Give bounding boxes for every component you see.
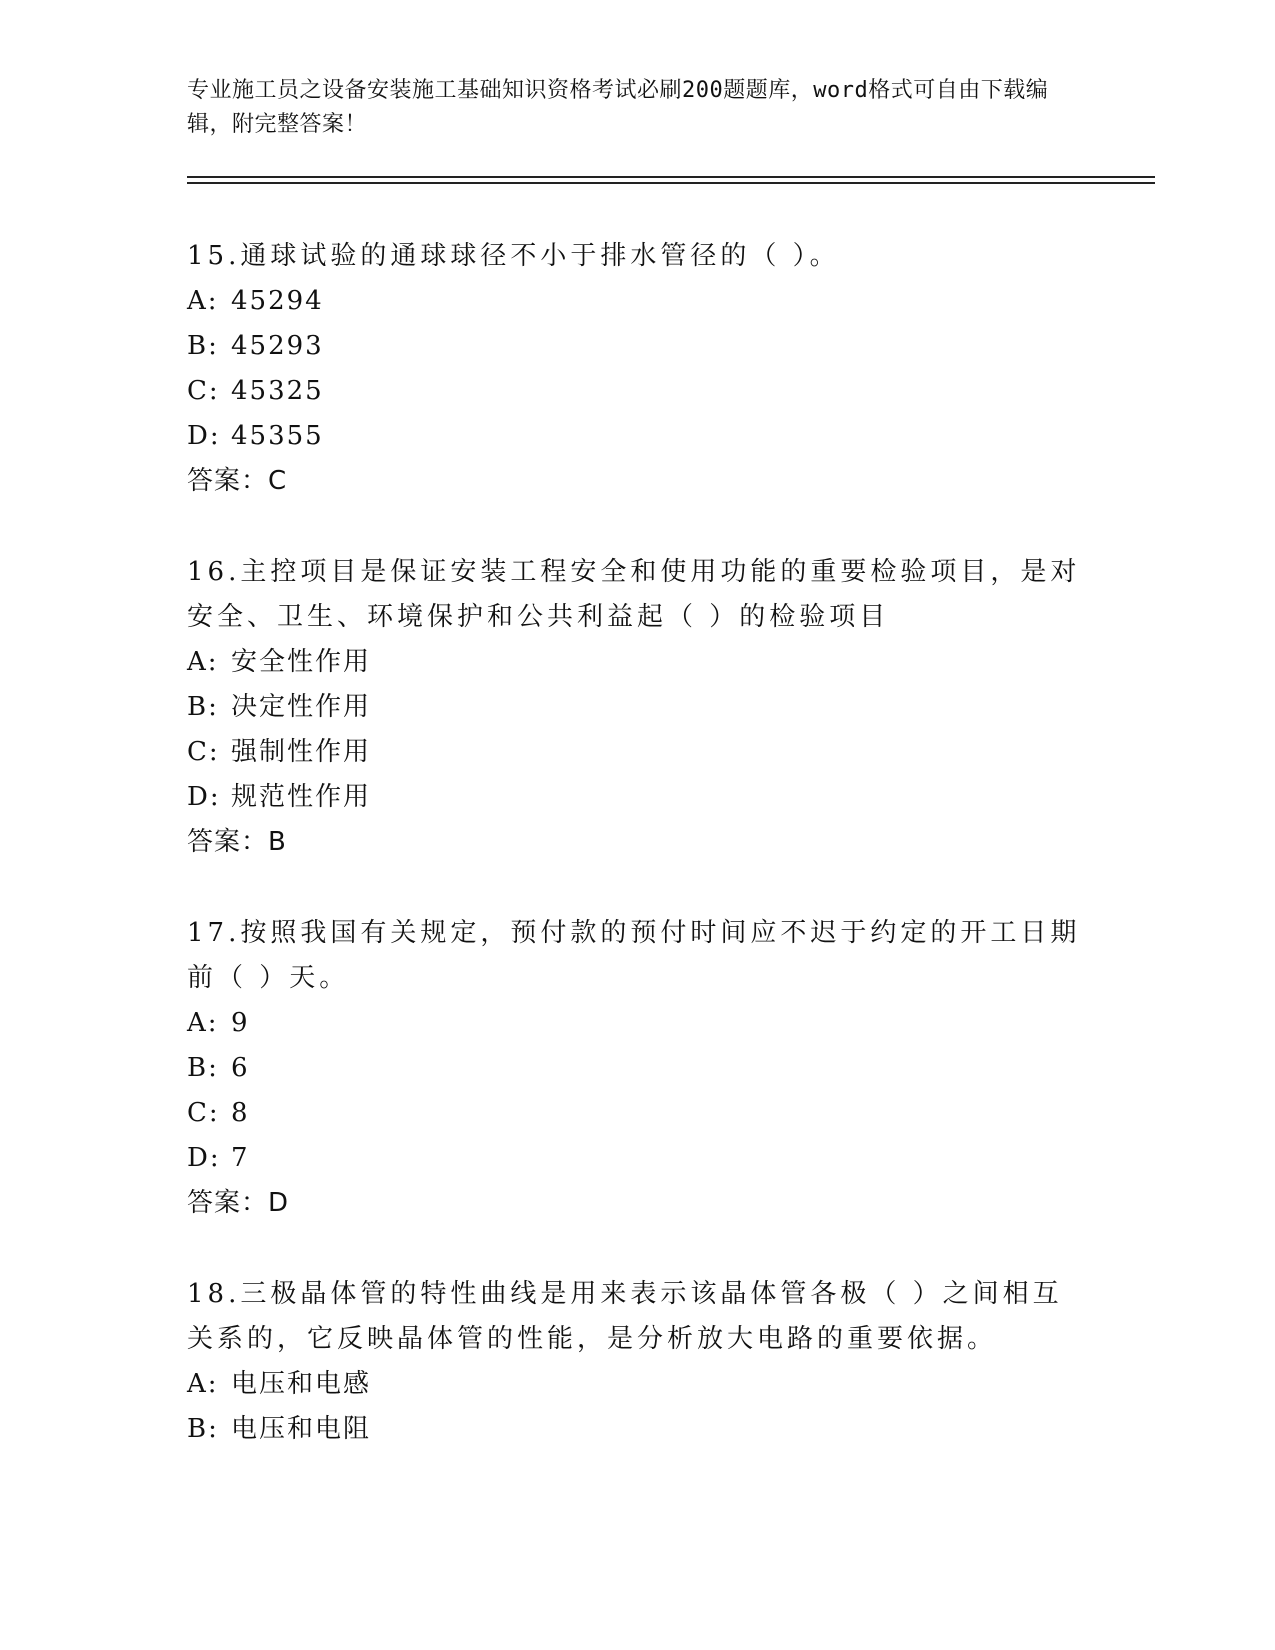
option-text: 决定性作用 bbox=[231, 692, 372, 722]
option-a bbox=[187, 279, 1087, 324]
header-divider-top bbox=[187, 176, 1155, 178]
option-text: 8 bbox=[231, 1098, 250, 1128]
question-18 bbox=[187, 1272, 1087, 1452]
question-stem: 16.主控项目是保证安装工程安全和使用功能的重要检验项目，是对安全、卫生、环境保护和公共利益起（ ）的检验项目 bbox=[187, 557, 1081, 632]
option-text: 45325 bbox=[231, 376, 324, 406]
option-key: B: bbox=[187, 692, 219, 722]
option-key: A: bbox=[187, 1369, 219, 1399]
option-b bbox=[187, 324, 1087, 369]
option-d bbox=[187, 1136, 1087, 1181]
option-key: B: bbox=[187, 1414, 219, 1444]
answer-line: 答案：B bbox=[187, 827, 287, 857]
option-text: 强制性作用 bbox=[231, 737, 372, 767]
option-text: 7 bbox=[231, 1143, 250, 1173]
option-key: C: bbox=[187, 376, 220, 406]
option-key: C: bbox=[187, 737, 220, 767]
option-key: A: bbox=[187, 1008, 219, 1038]
option-text: 6 bbox=[231, 1053, 250, 1083]
option-d bbox=[187, 414, 1087, 459]
option-text: 电压和电阻 bbox=[231, 1414, 372, 1444]
option-b bbox=[187, 1046, 1087, 1091]
option-text: 电压和电感 bbox=[231, 1369, 372, 1399]
option-b bbox=[187, 1407, 1087, 1452]
option-key: A: bbox=[187, 647, 219, 677]
option-text: 45294 bbox=[231, 286, 324, 316]
option-key: B: bbox=[187, 1053, 219, 1083]
question-stem: 17.按照我国有关规定，预付款的预付时间应不迟于约定的开工日期前（ ）天。 bbox=[187, 918, 1081, 993]
option-text: 45355 bbox=[231, 421, 324, 451]
question-stem: 15.通球试验的通球球径不小于排水管径的（ ）。 bbox=[187, 241, 840, 271]
option-text: 45293 bbox=[231, 331, 324, 361]
option-d bbox=[187, 775, 1087, 820]
question-stem: 18.三极晶体管的特性曲线是用来表示该晶体管各极（ ）之间相互关系的，它反映晶体管的性能，是分析放大电路的重要依据。 bbox=[187, 1279, 1063, 1354]
option-text: 安全性作用 bbox=[231, 647, 372, 677]
option-key: D: bbox=[187, 421, 221, 451]
option-key: A: bbox=[187, 286, 219, 316]
option-text: 9 bbox=[231, 1008, 250, 1038]
header-divider-bottom bbox=[187, 182, 1155, 184]
option-c bbox=[187, 730, 1087, 775]
option-key: C: bbox=[187, 1098, 220, 1128]
option-a bbox=[187, 640, 1087, 685]
option-a bbox=[187, 1362, 1087, 1407]
question-17 bbox=[187, 911, 1087, 1226]
option-c bbox=[187, 369, 1087, 414]
option-b bbox=[187, 685, 1087, 730]
option-key: D: bbox=[187, 782, 221, 812]
question-list bbox=[187, 234, 1087, 1498]
question-16 bbox=[187, 550, 1087, 865]
option-text: 规范性作用 bbox=[231, 782, 372, 812]
question-15 bbox=[187, 234, 1087, 504]
option-key: B: bbox=[187, 331, 219, 361]
answer-line: 答案：C bbox=[187, 466, 288, 496]
document-title: 专业施工员之设备安装施工基础知识资格考试必刷200题题库，word格式可自由下载编辑，附完整答案！ bbox=[187, 78, 1049, 137]
option-a bbox=[187, 1001, 1087, 1046]
option-key: D: bbox=[187, 1143, 221, 1173]
option-c bbox=[187, 1091, 1087, 1136]
answer-line: 答案：D bbox=[187, 1188, 290, 1218]
